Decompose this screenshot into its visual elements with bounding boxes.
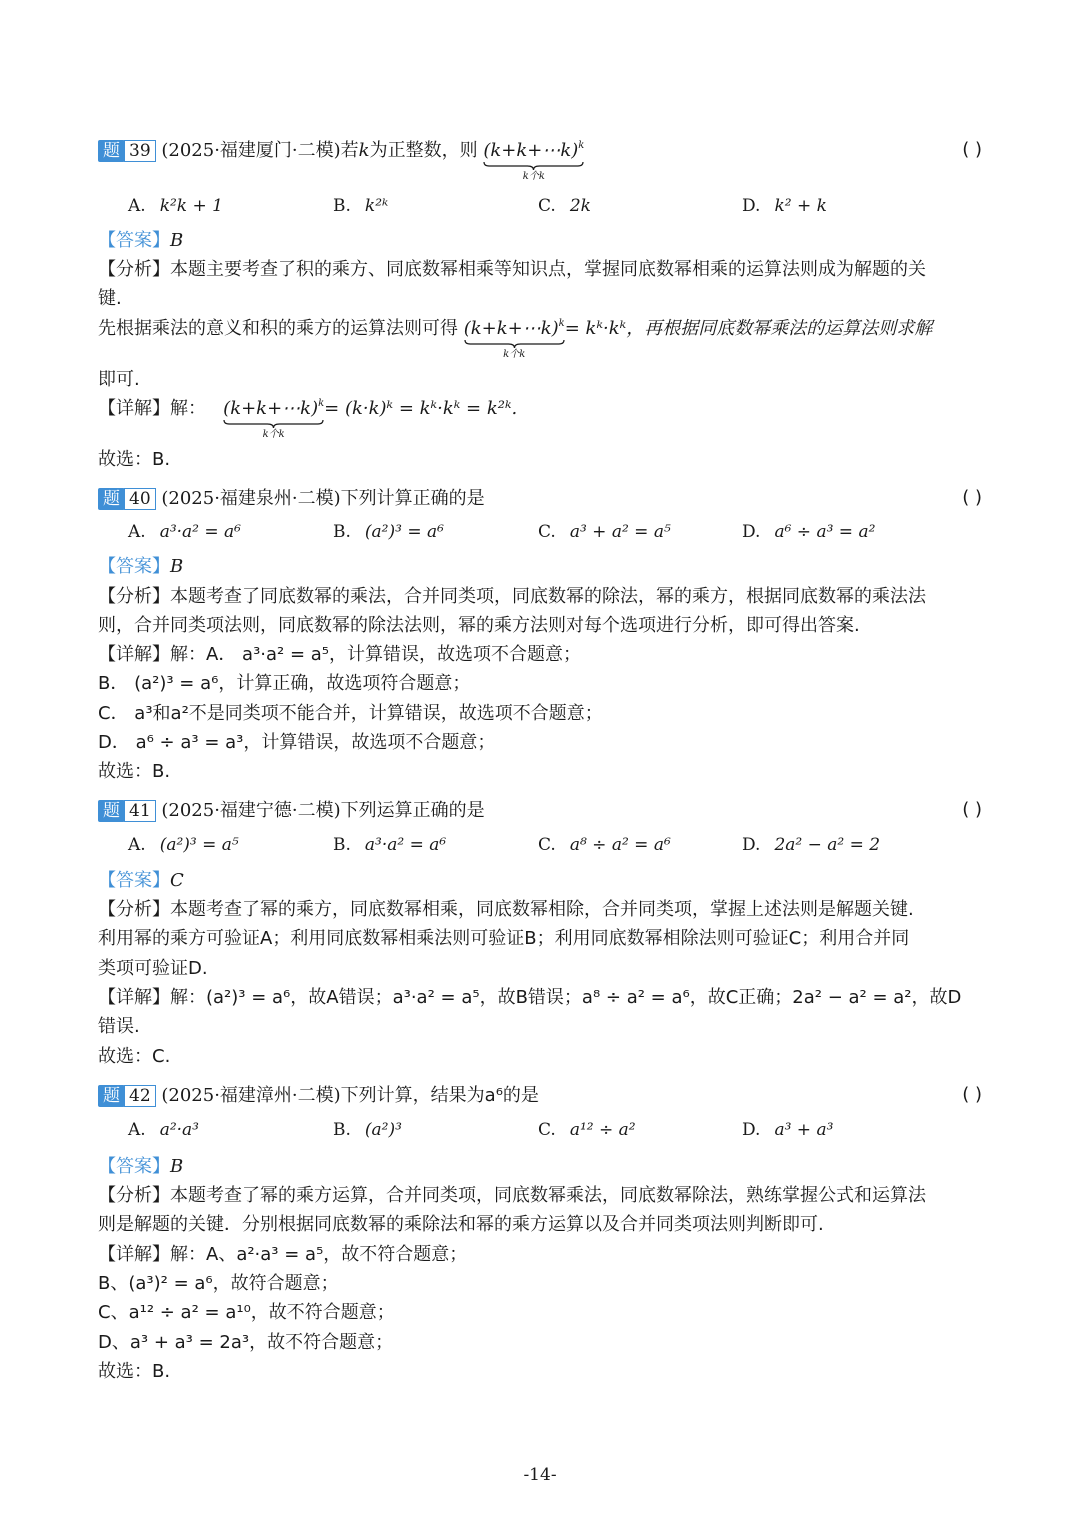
underbrace-expression: (k+k+⋯k)$^k$ k个k [463,318,565,360]
analysis-line: 【分析】本题考查了同底数幂的乘法，合并同类项，同底数幂的除法，幂的乘方，根据同底数幂的乘法法 [98,586,926,607]
detail-line: C、a¹² ÷ a² = a¹⁰，故不符合题意； [98,1302,395,1323]
choose-line: 故选：B. [98,449,171,470]
option-b: B. (a²)³ [333,1120,402,1140]
analysis-line: 先根据乘法的意义和积的乘方的运算法则可得 (k+k+⋯k)$^k$ k个k = kᵏ·kᵏ，再根据同底数幂乘法的运算法则求解 [98,318,933,360]
analysis-line: 则是解题的关键．分别根据同底数幂的乘除法和幂的乘方运算以及合并同类项法则判断即可. [98,1214,824,1235]
detail-line: 【详解】解：A、a²·a³ = a⁵，故不符合题意； [98,1244,468,1265]
analysis-line: 则，合并同类项法则，同底数幂的除法法则，幂的乘方法则对每个选项进行分析，即可得出答案. [98,615,860,636]
analysis-line: 利用幂的乘方可验证A；利用同底数幂相乘法则可验证B；利用同底数幂相除法则可验证C；利用合并同 [98,928,910,949]
option-c: C. a¹² ÷ a² [538,1120,636,1140]
analysis-line: 【分析】本题主要考查了积的乘方、同底数幂相乘等知识点，掌握同底数幂相乘的运算法则成为解题的关 [98,259,926,280]
underbrace-icon [464,339,565,349]
answer-line: 【答案】B [98,556,184,577]
answer-paren: ( ) [962,487,982,508]
analysis-line: 类项可验证D. [98,958,208,979]
detail-line: B． (a²)³ = a⁶，计算正确，故选项符合题意； [98,673,471,694]
choose-line: 故选：B. [98,761,171,782]
option-d: D. a⁶ ÷ a³ = a² [742,522,876,542]
question-42-stem: 题 42 (2025·福建漳州·二模)下列计算，结果为a⁶的是 [98,1084,982,1108]
option-a: A. a³·a² = a⁶ [128,522,241,542]
detail-line: 错误. [98,1016,140,1037]
option-c: C. a³ + a² = a⁵ [538,522,671,542]
choose-line: 故选：B. [98,1361,171,1382]
detail-line: D． a⁶ ÷ a³ = a³，计算错误，故选项不合题意； [98,732,496,753]
option-a: A. k²k + 1 [128,196,223,216]
question-source: (2025·福建宁德·二模) [161,800,341,821]
option-d: D. 2a² − a² = 2 [742,835,881,855]
option-c: C. a⁸ ÷ a² = a⁶ [538,835,671,855]
analysis-line: 即可. [98,369,140,390]
answer-paren: ( ) [962,799,982,820]
question-source: (2025·福建厦门·二模) [161,140,341,161]
underbrace-icon [223,419,324,429]
question-tag: 题 39 [98,140,156,162]
answer-line: 【答案】B [98,230,184,251]
question-tag: 题 40 [98,488,156,510]
option-a: A. a²·a³ [128,1120,199,1140]
option-c: C. 2k [538,196,591,216]
detail-line: 【详解】解：A． a³·a² = a⁵，计算错误，故选项不合题意； [98,644,582,665]
question-41-stem: 题 41 (2025·福建宁德·二模)下列运算正确的是 [98,799,982,823]
answer-line: 【答案】C [98,870,184,891]
page-number: -14- [523,1465,557,1485]
detail-line: 【详解】解： (k+k+⋯k)$^k$ k个k = (k·k)ᵏ = kᵏ·kᵏ = k²ᵏ. [98,398,518,440]
underbrace-icon [483,161,584,171]
analysis-line: 【分析】本题考查了幂的乘方，同底数幂相乘，同底数幂相除，合并同类项，掌握上述法则是解题关键. [98,899,914,920]
underbrace-expression: (k+k+⋯k)$^k$ k个k [483,140,585,182]
answer-line: 【答案】B [98,1156,184,1177]
question-39-stem: 题 39 (2025·福建厦门·二模)若k为正整数，则 (k+k+⋯k)$^k$ k个k [98,139,982,166]
choose-line: 故选：C. [98,1046,171,1067]
option-d: D. k² + k [742,196,827,216]
option-a: A. (a²)³ = a⁵ [128,835,239,855]
underbrace-expression: (k+k+⋯k)$^k$ k个k [223,398,325,440]
analysis-line: 键. [98,288,122,309]
detail-line: 【详解】解：(a²)³ = a⁶，故A错误；a³·a² = a⁵，故B错误；a⁸ ÷ a² = a⁶，故C正确；2a² − a² = a²，故D [98,987,962,1008]
answer-paren: ( ) [962,139,982,160]
option-b: B. a³·a² = a⁶ [333,835,447,855]
question-source: (2025·福建漳州·二模) [161,1085,341,1106]
question-tag: 题 41 [98,800,156,822]
detail-line: D、a³ + a³ = 2a³，故不符合题意； [98,1332,394,1353]
question-tag: 题 42 [98,1085,156,1107]
option-d: D. a³ + a³ [742,1120,834,1140]
answer-paren: ( ) [962,1084,982,1105]
analysis-line: 【分析】本题考查了幂的乘方运算，合并同类项，同底数幂乘法，同底数幂除法，熟练掌握公式和运算法 [98,1185,926,1206]
question-source: (2025·福建泉州·二模) [161,488,341,509]
detail-line: C． a³和a²不是同类项不能合并，计算错误，故选项不合题意； [98,703,603,724]
option-b: B. k²ᵏ [333,196,389,216]
option-b: B. (a²)³ = a⁶ [333,522,444,542]
question-40-stem: 题 40 (2025·福建泉州·二模)下列计算正确的是 [98,487,982,511]
detail-line: B、(a³)² = a⁶，故符合题意； [98,1273,339,1294]
